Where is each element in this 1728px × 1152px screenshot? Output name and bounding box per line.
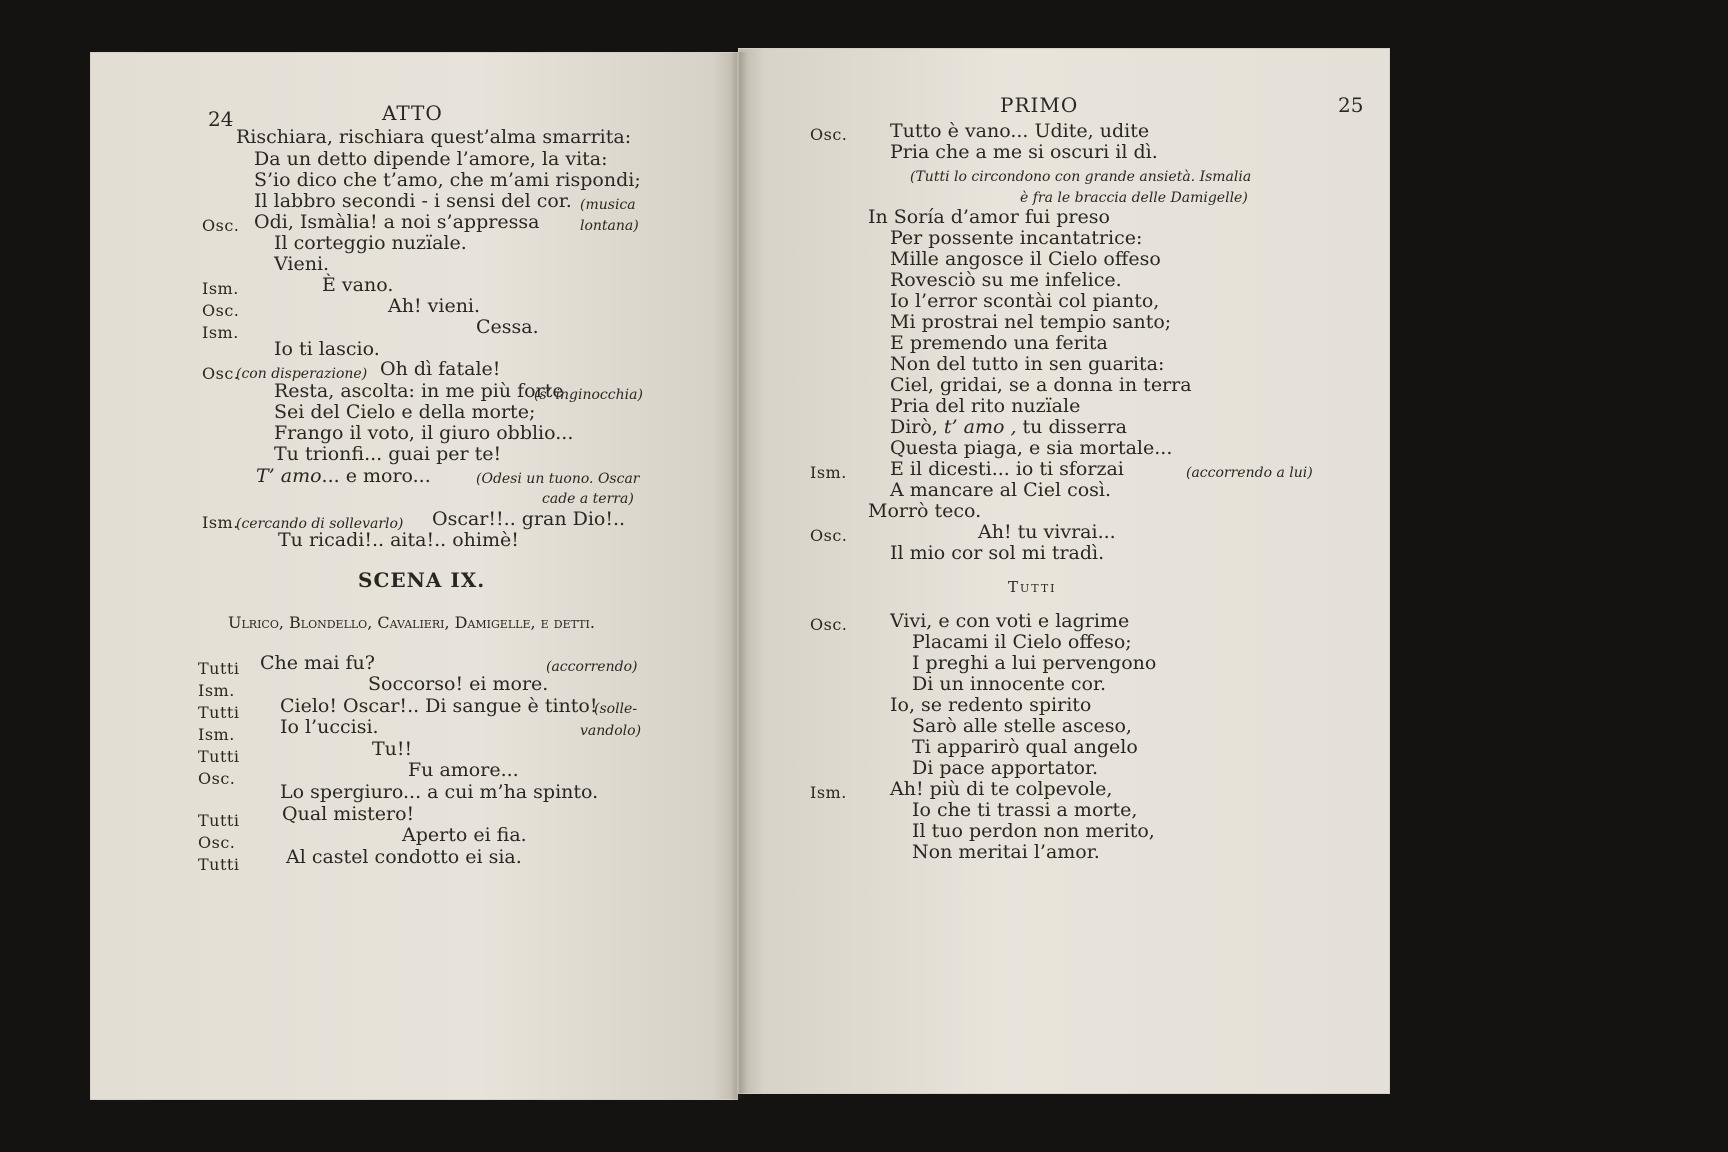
italic-word: t’ amo , <box>943 416 1017 438</box>
stage-direction: (s’ inginocchia) <box>534 387 643 403</box>
verse-line: Che mai fu? <box>260 652 375 674</box>
verse-line: Tu!! <box>372 738 413 760</box>
speaker: Ism. <box>198 725 235 744</box>
stage-direction: cade a terra) <box>542 491 634 507</box>
verse-line: Per possente incantatrice: <box>890 227 1143 249</box>
verse-line: Rovesciò su me infelice. <box>890 269 1122 291</box>
verse-line: Pria che a me si oscuri il dì. <box>890 141 1158 163</box>
stage-direction: è fra le braccia delle Damigelle) <box>1020 190 1248 206</box>
stage-direction: (Tutti lo circondono con grande ansietà. Ismalia <box>910 169 1252 185</box>
book-gutter <box>730 52 748 1100</box>
verse-line: Ah! tu vivrai... <box>978 521 1116 543</box>
right-page <box>738 48 1390 1094</box>
verse-line: Lo spergiuro... a cui m’ha spinto. <box>280 781 599 803</box>
verse-line: Mi prostrai nel tempio santo; <box>890 311 1172 333</box>
verse-line: Io ti lascio. <box>274 338 380 360</box>
speaker: Tutti <box>198 703 240 722</box>
speaker: Ism. <box>202 279 239 298</box>
speaker: Tutti <box>198 855 240 874</box>
speaker: Ism. <box>198 681 235 700</box>
italic-word: T’ amo <box>256 465 322 487</box>
verse-line: Tu trionfi... guai per te! <box>274 443 502 465</box>
left-page <box>90 52 738 1100</box>
stage-direction: (cercando di sollevarlo) <box>236 516 404 532</box>
page-number: 24 <box>208 107 234 131</box>
verse-fragment: Dirò, <box>890 416 944 438</box>
speaker: Osc. <box>810 526 848 545</box>
verse-line: Oscar!!.. gran Dio!.. <box>432 508 626 530</box>
verse-line: Qual mistero! <box>282 803 415 825</box>
verse-line: Ciel, gridai, se a donna in terra <box>890 374 1192 396</box>
open-book <box>90 52 1390 1100</box>
verse-line: Frango il voto, il giuro obblio... <box>274 422 574 444</box>
speaker: Osc. <box>198 833 236 852</box>
verse-fragment: tu disserra <box>1016 416 1127 438</box>
verse-line: Sarò alle stelle asceso, <box>912 715 1132 737</box>
verse-line: Io l’error scontài col pianto, <box>890 290 1160 312</box>
running-header: PRIMO <box>1000 93 1079 117</box>
verse-line: Vieni. <box>274 253 330 275</box>
verse-line: Io che ti trassi a morte, <box>912 799 1138 821</box>
verse-line: Il labbro secondi - i sensi del cor. <box>254 190 572 212</box>
stage-direction: (musica <box>580 197 636 213</box>
verse-line: A mancare al Ciel così. <box>890 479 1112 501</box>
stage-direction: (accorrendo a lui) <box>1186 465 1313 481</box>
cast-list: Ulrico, Blondello, Cavalieri, Damigelle, e detti. <box>228 613 595 632</box>
verse-line: Cielo! Oscar!.. Di sangue è tinto! <box>280 695 598 717</box>
verse-line: Sei del Cielo e della morte; <box>274 401 536 423</box>
speaker: Tutti <box>198 811 240 830</box>
verse-line: In Soría d’amor fui preso <box>868 206 1110 228</box>
verse-line: Cessa. <box>476 316 539 338</box>
stage-direction: vandolo) <box>580 723 642 739</box>
verse-line: E premendo una ferita <box>890 332 1108 354</box>
verse-line: Ti apparirò qual angelo <box>912 736 1138 758</box>
verse-line: Di un innocente cor. <box>912 673 1107 695</box>
speaker: Tutti <box>198 747 240 766</box>
verse-fragment: ... e moro... <box>321 465 431 487</box>
verse-line: Il tuo perdon non merito, <box>912 820 1155 842</box>
speaker: Osc. <box>202 364 240 383</box>
speaker: Tutti <box>198 659 240 678</box>
verse-line: Morrò teco. <box>868 500 982 522</box>
verse-line: Vivi, e con voti e lagrime <box>890 610 1130 632</box>
verse-line <box>890 416 1127 438</box>
speaker: Osc. <box>202 216 240 235</box>
stage-direction: (solle- <box>594 701 638 717</box>
verse-line: Questa piaga, e sia mortale... <box>890 437 1173 459</box>
speaker: Osc. <box>198 769 236 788</box>
scene-title: SCENA IX. <box>358 568 486 592</box>
speaker: Ism. <box>810 463 847 482</box>
speaker: Ism. <box>202 513 239 532</box>
verse-line: È vano. <box>322 274 394 296</box>
verse-line: Placami il Cielo offeso; <box>912 631 1132 653</box>
stage-direction: (Odesi un tuono. Oscar <box>476 471 640 487</box>
verse-line: Mille angosce il Cielo offeso <box>890 248 1161 270</box>
speaker: Osc. <box>202 301 240 320</box>
verse-line: Fu amore... <box>408 759 519 781</box>
running-header: ATTO <box>382 101 443 125</box>
verse-line: Tu ricadi!.. aita!.. ohimè! <box>278 529 519 551</box>
tutti-heading: Tutti <box>1008 578 1057 596</box>
verse-line <box>256 465 431 487</box>
verse-line: Non meritai l’amor. <box>912 841 1100 863</box>
verse-line: Di pace apportator. <box>912 757 1099 779</box>
stage-direction: (accorrendo) <box>546 659 638 675</box>
speaker: Osc. <box>810 615 848 634</box>
verse-line: Al castel condotto ei sia. <box>286 846 522 868</box>
verse-line: Ah! più di te colpevole, <box>890 778 1113 800</box>
verse-line: Pria del rito nuzïale <box>890 395 1081 417</box>
speaker: Osc. <box>810 125 848 144</box>
page-number: 25 <box>1338 93 1364 117</box>
verse-line: Io l’uccisi. <box>280 716 379 738</box>
verse-line: Soccorso! ei more. <box>368 673 549 695</box>
verse-line: Oh dì fatale! <box>380 358 501 380</box>
verse-line: Il mio cor sol mi tradì. <box>890 542 1105 564</box>
verse-line: Odi, Ismàlia! a noi s’appressa <box>254 211 540 233</box>
verse-line: E il dicesti... io ti sforzai <box>890 458 1124 480</box>
verse-line: Io, se redento spirito <box>890 694 1092 716</box>
verse-line: Tutto è vano... Udite, udite <box>890 120 1150 142</box>
stage-direction: (con disperazione) <box>236 366 368 382</box>
speaker: Ism. <box>202 323 239 342</box>
speaker: Ism. <box>810 783 847 802</box>
verse-line: Aperto ei fia. <box>402 824 527 846</box>
verse-line: Rischiara, rischiara quest’alma smarrita: <box>236 126 632 148</box>
verse-line: S’io dico che t’amo, che m’ami rispondi; <box>254 169 641 191</box>
verse-line: Il corteggio nuzïale. <box>274 232 467 254</box>
stage-direction: lontana) <box>580 218 639 234</box>
verse-line: Ah! vieni. <box>388 295 481 317</box>
verse-line: Resta, ascolta: in me più forte <box>274 380 564 402</box>
verse-line: Non del tutto in sen guarita: <box>890 353 1165 375</box>
verse-line: Da un detto dipende l’amore, la vita: <box>254 148 608 170</box>
verse-line: I preghi a lui pervengono <box>912 652 1157 674</box>
